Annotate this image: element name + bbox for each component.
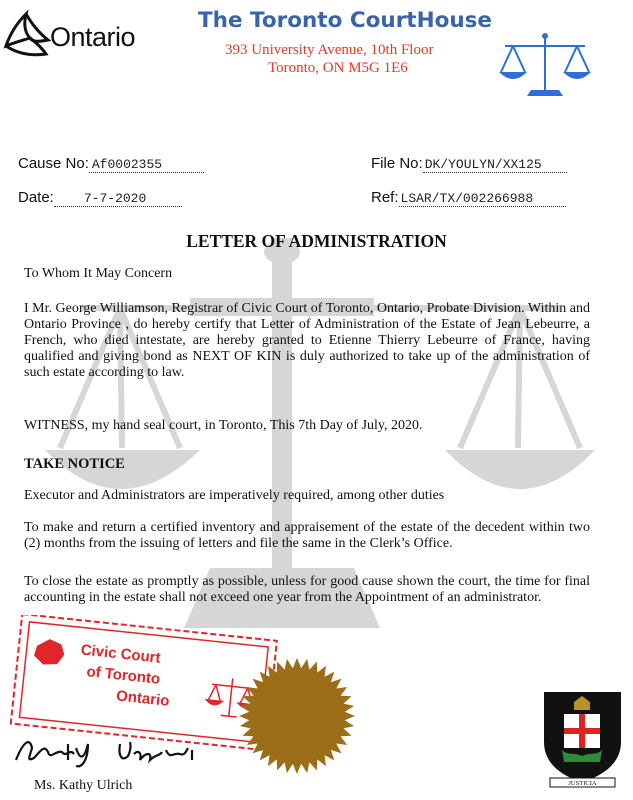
witness-statement: WITNESS, my hand seal court, in Toronto, This 7th Day of July, 2020. bbox=[24, 418, 423, 433]
gold-seal bbox=[232, 656, 362, 776]
executor-notice: Executor and Administrators are imperatively required, among other duties bbox=[24, 488, 445, 503]
duty-close-estate-paragraph: To close the estate as promptly as possible, unless for good cause shown the court, the time for final accounting in the estate shall not exceed one year from the Appointment of an administrator. bbox=[24, 574, 590, 605]
reference-field bbox=[371, 189, 566, 207]
file-number-label: File No: bbox=[371, 155, 423, 172]
letter-title: LETTER OF ADMINISTRATION bbox=[186, 231, 447, 251]
stamp-line-2: of Toronto bbox=[85, 663, 161, 688]
stamp-line-1: Civic Court bbox=[79, 641, 162, 667]
date-field bbox=[18, 189, 182, 207]
coat-motto: JUSTICIA bbox=[568, 780, 597, 787]
ontario-logo-text: Ontario bbox=[50, 22, 136, 52]
scale-of-justice-icon bbox=[497, 32, 593, 98]
salutation: To Whom It May Concern bbox=[24, 266, 173, 281]
cause-number-label: Cause No: bbox=[18, 155, 89, 172]
address-line-1: 393 University Avenue, 10th Floor bbox=[225, 42, 434, 58]
stamp-line-3: Ontario bbox=[115, 687, 171, 710]
file-number-field bbox=[371, 155, 567, 173]
coat-of-arms-emblem bbox=[540, 688, 625, 790]
file-number-value: DK/YOULYN/XX125 bbox=[423, 157, 567, 173]
signer-name: Ms. Kathy Ulrich bbox=[34, 778, 133, 793]
duty-inventory-paragraph: To make and return a certified inventory and appraisement of the estate of the decedent within two (2) months from the issuing of letters and file the same in the Clerk’s Office. bbox=[24, 520, 590, 551]
reference-value: LSAR/TX/002266988 bbox=[399, 191, 566, 207]
date-value: 7-7-2020 bbox=[54, 191, 182, 207]
main-paragraph: I Mr. George Williamson, Registrar of Civic Court of Toronto, Ontario, Probate Division. Within and Ontario Province , do hereby certify that Letter of Administration of the Estate of Jean Lebeurre, a French, who died intestate, are hereby granted to Etienne Thierry Lebeurre of France, having qualified and giving bond as NEXT OF KIN is duly authorized to take up of the administration of such estate according to law. bbox=[24, 301, 590, 380]
reference-label: Ref: bbox=[371, 189, 399, 206]
date-label: Date: bbox=[18, 189, 54, 206]
cause-number-value: Af0002355 bbox=[89, 157, 204, 173]
take-notice-heading: TAKE NOTICE bbox=[24, 456, 125, 472]
address-line-2: Toronto, ON M5G 1E6 bbox=[268, 60, 408, 76]
court-title: The Toronto CourtHouse bbox=[198, 8, 493, 33]
cause-number-field bbox=[18, 155, 204, 173]
handwritten-signature bbox=[10, 730, 210, 770]
